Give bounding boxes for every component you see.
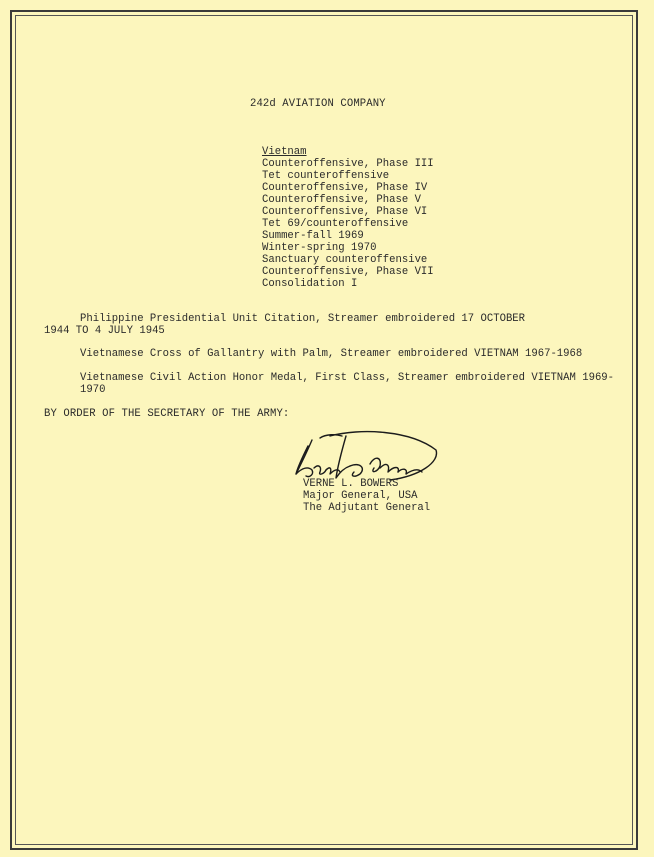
campaign-item: Counteroffensive, Phase IV bbox=[262, 182, 428, 194]
campaign-list-heading: Vietnam bbox=[262, 146, 307, 158]
campaign-item: Counteroffensive, Phase VII bbox=[262, 266, 434, 278]
campaign-item: Counteroffensive, Phase VI bbox=[262, 206, 428, 218]
campaign-item: Tet 69/counteroffensive bbox=[262, 218, 409, 230]
signatory-name: VERNE L. BOWERS bbox=[303, 478, 399, 490]
campaign-item: Counteroffensive, Phase V bbox=[262, 194, 421, 206]
document-heading: 242d AVIATION COMPANY bbox=[250, 98, 386, 110]
campaign-item: Summer-fall 1969 bbox=[262, 230, 364, 242]
campaign-item: Winter-spring 1970 bbox=[262, 242, 377, 254]
signatory-title: The Adjutant General bbox=[303, 502, 431, 514]
signatory-rank: Major General, USA bbox=[303, 490, 418, 502]
decoration-cross-of-gallantry: Vietnamese Cross of Gallantry with Palm, Streamer embroidered VIETNAM 1967-1968 bbox=[80, 348, 583, 360]
decoration-philippine-citation: Philippine Presidential Unit Citation, Streamer embroidered 17 OCTOBER 1944 TO 4 JULY 1945 bbox=[44, 313, 526, 337]
campaign-item: Counteroffensive, Phase III bbox=[262, 158, 434, 170]
campaign-item: Tet counteroffensive bbox=[262, 170, 390, 182]
decoration-civil-action-medal: Vietnamese Civil Action Honor Medal, First Class, Streamer embroidered VIETNAM 1969-1970 bbox=[80, 372, 615, 396]
campaign-item: Sanctuary counteroffensive bbox=[262, 254, 428, 266]
campaign-item: Consolidation I bbox=[262, 278, 358, 290]
signature-block bbox=[303, 478, 430, 514]
campaign-list bbox=[262, 146, 434, 290]
order-line: BY ORDER OF THE SECRETARY OF THE ARMY: bbox=[44, 408, 290, 420]
